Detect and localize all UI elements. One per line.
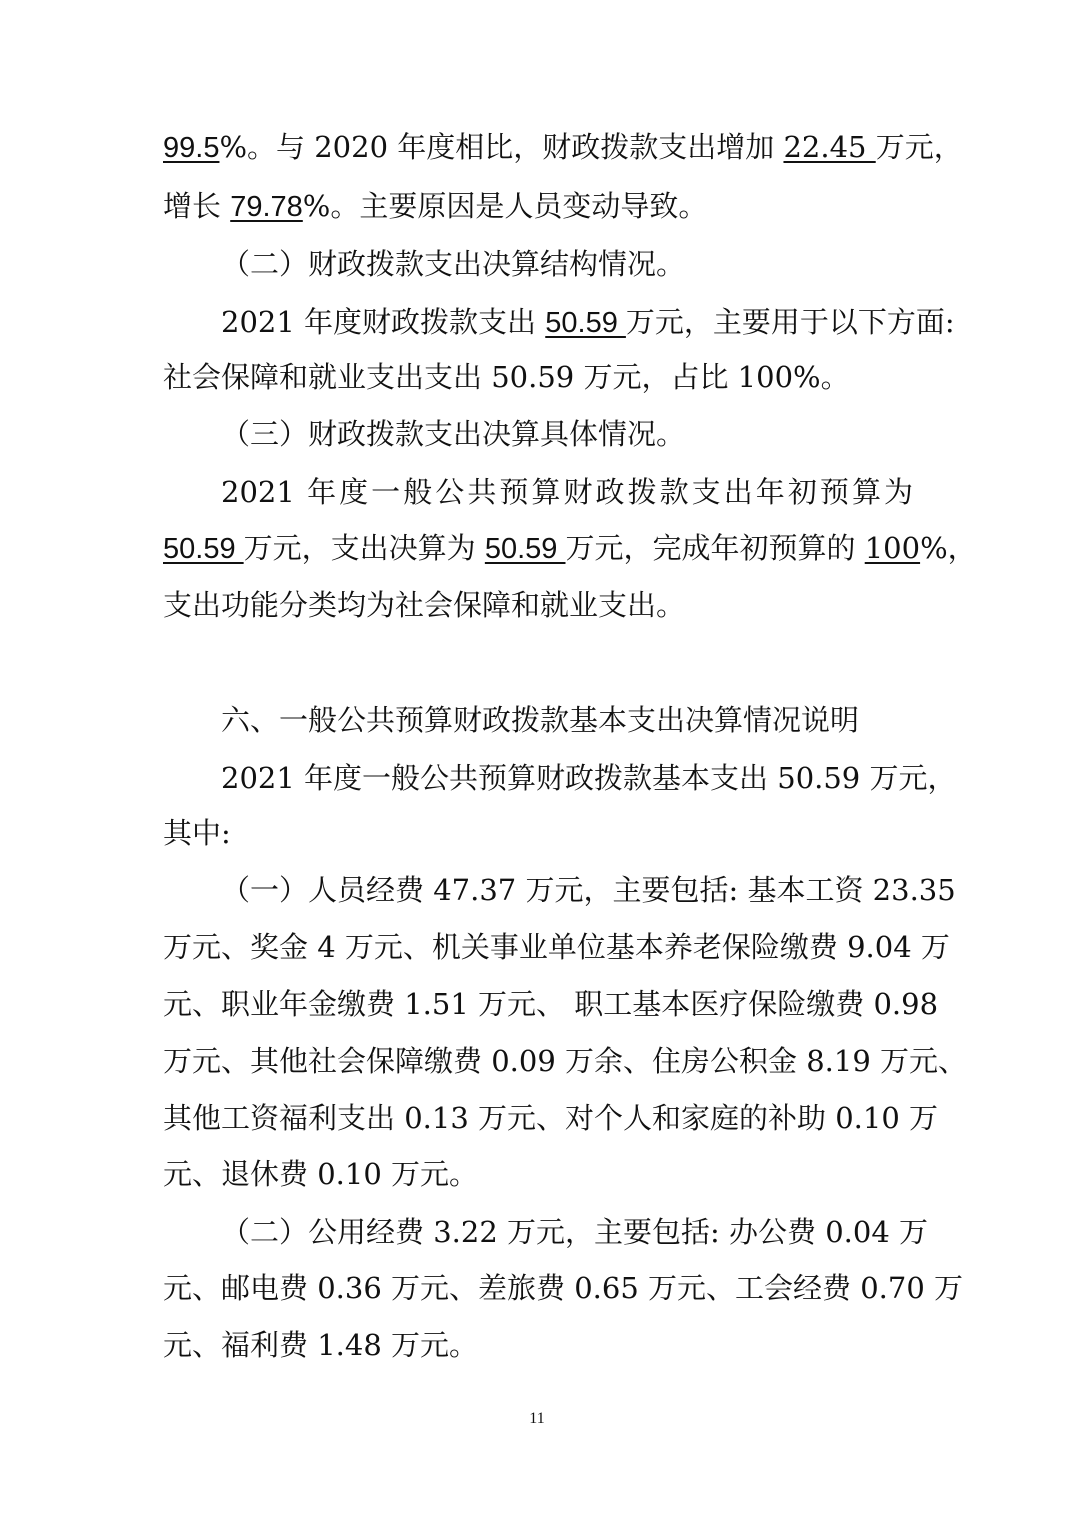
section-heading: 六、一般公共预算财政拨款基本支出决算情况说明 [221, 703, 860, 737]
underlined-value: 99.5 [163, 132, 220, 164]
text-run: %。主要原因是人员变动导致。 [302, 189, 708, 223]
subheading: （三）财政拨款支出决算具体情况。 [221, 417, 686, 451]
text-line: 2021 年度一般公共预算财政拨款支出年初预算为 [221, 475, 913, 509]
underlined-value: 50.59 [484, 533, 566, 565]
text-run: 万元，主要用于以下方面: [625, 305, 955, 339]
text-run: 万元， [875, 130, 963, 164]
text-run: 万元，完成年初预算的 [565, 531, 865, 565]
text-line: 其中: [163, 816, 231, 850]
text-line: 万元、其他社会保障缴费 0.09 万余、住房公积金 8.19 万元、 [163, 1044, 968, 1078]
text-line: 支出功能分类均为社会保障和就业支出。 [163, 588, 686, 622]
text-line: 元、邮电费 0.36 万元、差旅费 0.65 万元、工会经费 0.70 万 [163, 1271, 964, 1305]
text-line: 其他工资福利支出 0.13 万元、对个人和家庭的补助 0.10 万 [163, 1101, 939, 1135]
text-line: 元、福利费 1.48 万元。 [163, 1328, 479, 1362]
text-line: （二）公用经费 3.22 万元，主要包括: 办公费 0.04 万 [221, 1215, 929, 1249]
underlined-value: 22.45 [783, 130, 876, 164]
text-run: 2021 年度财政拨款支出 [221, 305, 546, 339]
text-line [163, 125, 963, 169]
underlined-value: 50.59 [545, 307, 626, 339]
text-line [163, 526, 977, 570]
text-line: 元、退休费 0.10 万元。 [163, 1157, 479, 1191]
text-run: %。与 2020 年度相比，财政拨款支出增加 [219, 130, 784, 164]
text-line: 万元、奖金 4 万元、机关事业单位基本养老保险缴费 9.04 万 [163, 930, 950, 964]
text-line: 元、职业年金缴费 1.51 万元、 职工基本医疗保险缴费 0.98 [163, 987, 939, 1021]
underlined-value: 100 [864, 531, 921, 565]
text-line: 2021 年度一般公共预算财政拨款基本支出 50.59 万元， [221, 761, 957, 795]
text-run: 万元，支出决算为 [243, 531, 485, 565]
text-line [221, 300, 955, 344]
page-number: 11 [529, 1410, 545, 1427]
underlined-value: 79.78 [230, 191, 303, 223]
text-line [163, 184, 913, 228]
text-run: 增长 [163, 189, 231, 223]
subheading: （二）财政拨款支出决算结构情况。 [221, 247, 686, 281]
text-line: 社会保障和就业支出支出 50.59 万元，占比 100%。 [163, 360, 850, 394]
text-run: %， [920, 531, 977, 565]
underlined-value: 50.59 [163, 533, 244, 565]
text-line: （一）人员经费 47.37 万元，主要包括: 基本工资 23.35 [221, 873, 956, 907]
